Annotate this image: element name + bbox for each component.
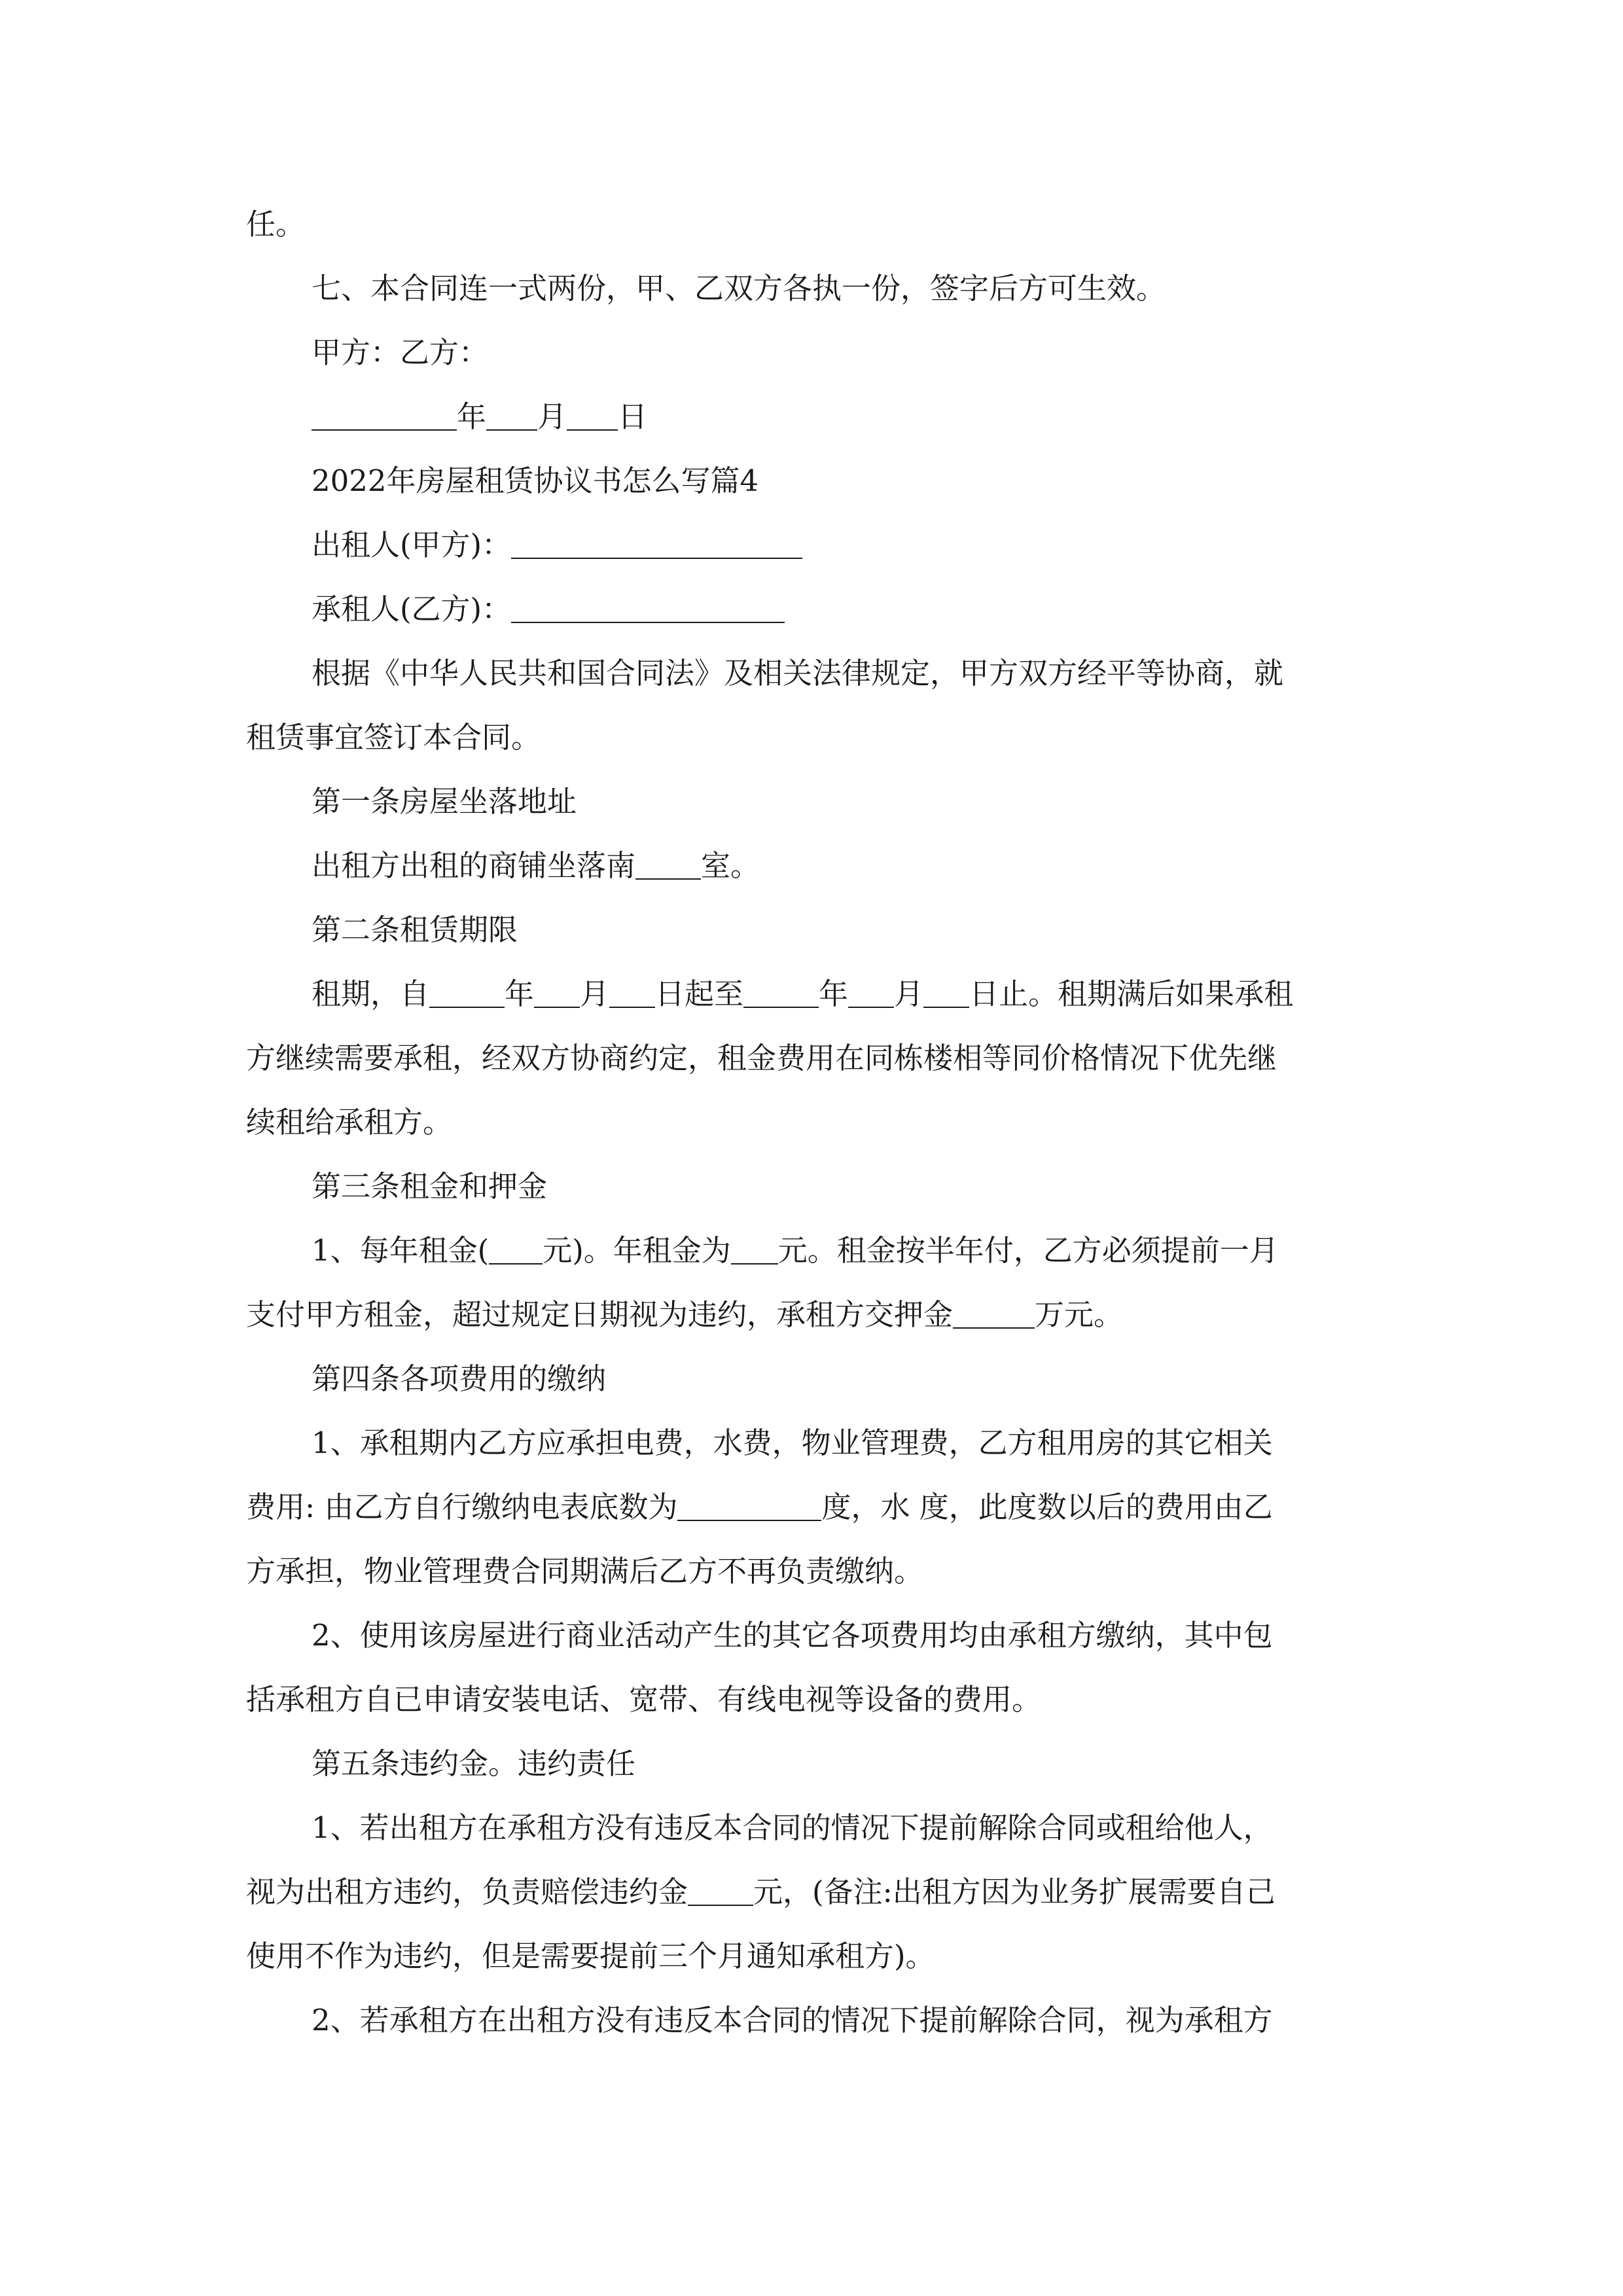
section-title: 2022年房屋租赁协议书怎么写篇4 [312, 463, 759, 498]
paragraph-line: 费用: 由乙方自行缴纳电表底数为 度，水 度，此度数以后的费用由乙 [246, 1490, 1273, 1524]
paragraph-line: 1、承租期内乙方应承担电费，水费，物业管理费，乙方租用房的其它相关 [312, 1426, 1273, 1460]
blank-line [534, 980, 580, 1008]
paragraph-line: 租期，自 年 月 日起至 年 月 日止。租期满后如果承租 [312, 977, 1294, 1011]
paragraph-line: 租赁事宜签订本合同。 [246, 720, 541, 755]
paragraph-line: 1、每年租金( 元)。年租金为 元。租金按半年付，乙方必须提前一月 [312, 1233, 1279, 1268]
blank-line [429, 980, 505, 1008]
paragraph-line: 续租给承租方。 [246, 1105, 453, 1139]
paragraph-line: 括承租方自已申请安装电话、宽带、有线电视等设备的费用。 [246, 1682, 1042, 1717]
article-heading: 第五条违约金。违约责任 [312, 1746, 636, 1781]
paragraph-line: 根据《中华人民共和国合同法》及相关法律规定，甲方双方经平等协商，就 [312, 656, 1284, 691]
paragraph-line: 方承担，物业管理费合同期满后乙方不再负责缴纳。 [246, 1554, 924, 1588]
lessor-line: 出租人(甲方)： [312, 526, 802, 565]
blank-line [635, 852, 701, 880]
signature-date: 年 月 日 [312, 397, 647, 437]
paragraph-line: 方继续需要承租，经双方协商约定，租金费用在同栋楼相等同价格情况下优先继 [246, 1041, 1277, 1075]
lessee-line: 承租人(乙方)： [312, 590, 785, 629]
blank-line [743, 980, 819, 1008]
article-heading: 第一条房屋坐落地址 [312, 784, 577, 819]
blank-line [567, 403, 618, 431]
paragraph-line: 2、使用该房屋进行商业活动产生的其它各项费用均由承租方缴纳，其中包 [312, 1618, 1273, 1653]
article-heading: 第四条各项费用的缴纳 [312, 1361, 607, 1396]
blank-line [923, 980, 969, 1008]
paragraph-line: 2、若承租方在出租方没有违反本合同的情况下提前解除合同，视为承租方 [312, 2003, 1273, 2037]
blank-line [489, 1237, 543, 1265]
blank-line [677, 1494, 821, 1521]
blank-line [609, 980, 655, 1008]
clause-seven: 七、本合同连一式两份，甲、乙双方各执一份，签字后方可生效。 [312, 271, 1166, 306]
paragraph-line: 支付甲方租金，超过规定日期视为违约，承租方交押金 万元。 [246, 1297, 1124, 1332]
paragraph-line: 使用不作为违约，但是需要提前三个月通知承租方)。 [246, 1939, 935, 1973]
blank-line [511, 596, 785, 623]
paragraph-line: 视为出租方违约，负责赔偿违约金 元，(备注:出租方因为业务扩展需要自己 [246, 1874, 1275, 1909]
paragraph-line: 1、若出租方在承租方没有违反本合同的情况下提前解除合同或租给他人， [312, 1810, 1273, 1845]
blank-line [848, 980, 894, 1008]
blank-line [312, 403, 457, 431]
signature-parties: 甲方：乙方： [312, 335, 489, 370]
blank-line [953, 1301, 1035, 1329]
article-heading: 第二条租赁期限 [312, 912, 518, 947]
blank-line [688, 1878, 753, 1906]
paragraph-line: 任。 [246, 207, 306, 242]
blank-line [486, 403, 537, 431]
article-heading: 第三条租金和押金 [312, 1169, 548, 1204]
blank-line [731, 1237, 778, 1265]
blank-line [511, 531, 802, 559]
paragraph-line: 出租方出租的商铺坐落南 室。 [312, 848, 760, 883]
